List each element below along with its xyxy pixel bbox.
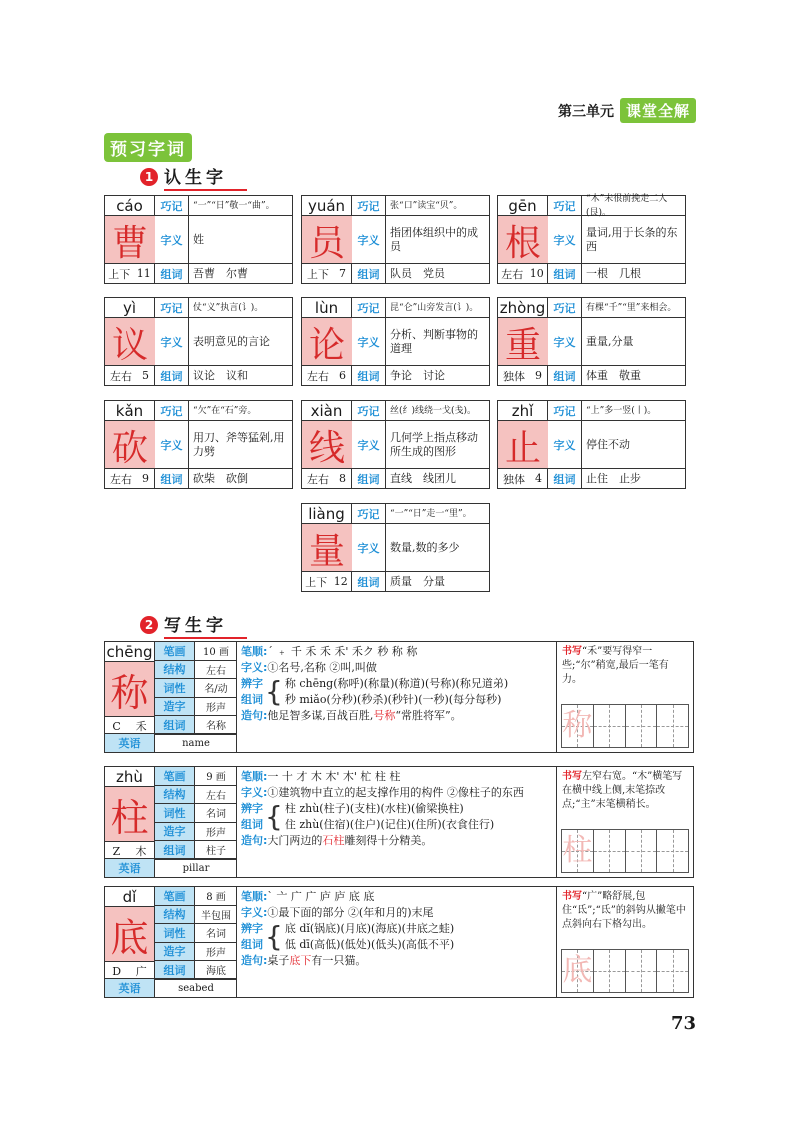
practice-cell[interactable] — [562, 705, 594, 747]
structure-type: 左右 — [307, 472, 329, 486]
meaning-text: 分析、判断事物的道理 — [390, 328, 478, 355]
distinguish-line-2: 低 dī(高低)(低处)(低头)(高低不平) — [284, 938, 455, 951]
char-structure — [498, 468, 548, 488]
unit-header — [558, 98, 696, 123]
char-structure — [498, 365, 548, 385]
attr-value: 柱子 — [206, 846, 226, 858]
write-number: 2 — [140, 616, 158, 634]
distinguish-line-1: 称 chēng(称呼)(称量)(称道)(号称)(称兄道弟) — [284, 677, 509, 690]
char-pinyin: zhǐ — [498, 401, 548, 421]
char-pinyin: gēn — [498, 196, 548, 216]
char-structure — [302, 571, 352, 591]
attr-row-formation — [155, 943, 237, 962]
trace-glyph: 底 — [562, 953, 593, 988]
tip-text: “欠”在“石”旁。 — [189, 401, 292, 421]
write-title: 写生字 — [164, 611, 247, 639]
meaning-text: 表明意见的言论 — [193, 335, 270, 348]
attr-row-formation — [155, 823, 237, 842]
attr-value: 左右 — [206, 665, 226, 677]
words2-label: 组词 — [241, 938, 263, 951]
sentence-label: 造句: — [241, 834, 268, 847]
write-char-card — [104, 886, 694, 998]
char-card — [301, 400, 490, 489]
writing-label: 书写 — [562, 891, 582, 902]
tip-text: 张“口”读宝“贝”。 — [386, 196, 489, 216]
tip-text: “上”多一竖(丨)。 — [582, 401, 685, 421]
distinguish-line-1: 底 dǐ(锅底)(月底)(海底)(井底之蛙) — [284, 922, 455, 935]
brace-icon: { — [265, 800, 283, 833]
attr-value: 名称 — [206, 721, 226, 733]
words2-label: 组词 — [241, 693, 263, 706]
attr-row-structure — [155, 786, 237, 805]
tip-text: “木”未很前挽走二人(艮)。 — [582, 196, 685, 216]
distinguish-label: 辨字 — [241, 802, 263, 815]
practice-cell[interactable] — [657, 830, 688, 872]
meaning-label: 字义: — [241, 786, 268, 799]
attr-value: 左右 — [206, 790, 226, 802]
stroke-count: 5 — [142, 369, 149, 382]
sentence-highlight: 底下 — [289, 954, 312, 967]
char-card — [497, 400, 686, 489]
char-glyph: 底 — [105, 907, 155, 961]
char-pinyin: yì — [105, 298, 155, 318]
structure-type: 左右 — [307, 369, 329, 383]
attr-label: 组词 — [155, 961, 195, 979]
attr-value: 形声 — [206, 947, 226, 959]
meaning-label: 字义 — [548, 216, 582, 264]
char-glyph: 根 — [498, 216, 548, 264]
attr-label: 词性 — [155, 924, 195, 942]
recognize-heading — [140, 163, 247, 191]
words-text: 队员 党员 — [386, 263, 489, 283]
sentence-line — [241, 833, 552, 849]
tip-text: 昆“仑”山旁发言(讠)。 — [386, 298, 489, 318]
char-glyph: 线 — [302, 421, 352, 469]
attr-label: 结构 — [155, 661, 195, 679]
char-pinyin: kǎn — [105, 401, 155, 421]
practice-cell[interactable] — [562, 830, 594, 872]
meaning-text: ①名号,名称 ②叫,叫做 — [267, 661, 377, 674]
meaning-text: ①最下面的部分 ②(年和月的)末尾 — [267, 906, 434, 919]
index-letter: Z — [112, 844, 121, 858]
structure-type: 独体 — [503, 472, 525, 486]
distinguish-label: 辨字 — [241, 677, 263, 690]
unit-badge: 课堂全解 — [620, 98, 696, 123]
words-label: 组词 — [352, 263, 386, 283]
words-text: 争论 讨论 — [386, 365, 489, 385]
tip-label: 巧记 — [155, 196, 189, 216]
attr-value: 9 画 — [206, 772, 226, 784]
order-text: ´ ﹢ 千 禾 禾 禾' 禾ク 秒 称 称 — [267, 645, 418, 658]
char-card — [301, 503, 490, 592]
words-text: 体重 敬重 — [582, 365, 685, 385]
order-line — [241, 769, 552, 785]
attr-row-pos — [155, 924, 237, 943]
practice-cell[interactable] — [594, 950, 626, 992]
distinguish-line-2: 秒 miǎo(分秒)(秒杀)(秒针)(一秒)(每分每秒) — [284, 693, 502, 706]
char-detail-panel — [237, 887, 557, 997]
structure-type: 上下 — [108, 267, 131, 281]
char-pinyin: dǐ — [105, 887, 155, 907]
meaning-label: 字义 — [548, 421, 582, 469]
stroke-count: 11 — [136, 267, 151, 280]
sentence-line — [241, 953, 552, 969]
tip-text: “一”“日”敬一“曲”。 — [189, 196, 292, 216]
tip-label: 巧记 — [352, 196, 386, 216]
distinguish-block — [241, 801, 552, 833]
stroke-count: 9 — [142, 472, 149, 485]
structure-type: 左右 — [501, 267, 524, 281]
meaning-text: 几何学上指点移动所生成的图形 — [390, 431, 478, 458]
attr-row-formation — [155, 698, 237, 717]
meaning-text: 停住不动 — [586, 438, 630, 451]
meaning-text: 用刀、斧等猛剁,用力劈 — [193, 431, 285, 458]
writing-panel — [557, 767, 693, 877]
attr-value: 名词 — [206, 929, 226, 941]
sentence-post: 有一只猫。 — [311, 954, 367, 967]
char-structure — [498, 263, 548, 283]
tip-label: 巧记 — [352, 401, 386, 421]
tip-label: 巧记 — [548, 298, 582, 318]
char-pinyin: liàng — [302, 504, 352, 524]
english-row — [105, 733, 237, 752]
attr-row-structure — [155, 906, 237, 925]
char-pinyin: zhòng — [498, 298, 548, 318]
order-label: 笔顺: — [241, 890, 268, 903]
words-label: 组词 — [352, 468, 386, 488]
char-card — [497, 297, 686, 386]
words-label: 组词 — [548, 468, 582, 488]
words-label: 组词 — [352, 571, 386, 591]
tip-text: 仗“义”执言(讠)。 — [189, 298, 292, 318]
sentence-highlight: 石柱 — [322, 834, 345, 847]
words-label: 组词 — [155, 263, 189, 283]
char-info-panel — [105, 767, 237, 877]
stroke-count: 9 — [535, 369, 542, 382]
brace-icon: { — [265, 920, 283, 953]
tip-text: 丝(纟)线绕一戈(戋)。 — [386, 401, 489, 421]
attr-label: 造字 — [155, 698, 195, 716]
writing-text: 左窄右宽。“木”横笔写在横中线上侧,末笔捺改点;“主”末笔横稍长。 — [562, 771, 683, 810]
words-label: 组词 — [155, 365, 189, 385]
meaning-line — [241, 660, 552, 676]
practice-cell[interactable] — [657, 950, 688, 992]
index-letter: D — [112, 964, 122, 978]
writing-text: “广”略舒展,包住“氐”;“氐”的斜钩从撇笔中点斜向右下格勾出。 — [562, 891, 686, 930]
english-label: 英语 — [105, 979, 155, 997]
char-pinyin: zhù — [105, 767, 155, 787]
writing-label: 书写 — [562, 771, 582, 782]
char-glyph: 议 — [105, 318, 155, 366]
meaning-text: 指团体组织中的成员 — [390, 226, 478, 253]
structure-type: 上下 — [305, 575, 328, 589]
char-card — [104, 297, 293, 386]
stroke-count: 8 — [339, 472, 346, 485]
words-text: 吾曹 尔曹 — [189, 263, 292, 283]
meaning-label: 字义 — [155, 216, 189, 264]
meaning-label: 字义 — [352, 524, 386, 572]
attr-row-structure — [155, 661, 237, 680]
writing-tip — [562, 645, 688, 687]
writing-label: 书写 — [562, 646, 582, 657]
english-label: 英语 — [105, 859, 155, 877]
char-glyph: 量 — [302, 524, 352, 572]
english-value: name — [182, 737, 210, 749]
char-structure — [302, 468, 352, 488]
attr-row-strokes — [155, 887, 237, 906]
practice-cell[interactable] — [657, 705, 688, 747]
attr-label: 造字 — [155, 943, 195, 961]
sentence-pre: 他足智多谋,百战百胜, — [267, 709, 374, 722]
trace-glyph: 柱 — [562, 833, 593, 868]
sentence-pre: 大门两边的 — [267, 834, 323, 847]
attr-row-words — [155, 841, 237, 860]
sentence-pre: 桌子 — [267, 954, 290, 967]
char-card — [301, 195, 490, 284]
order-text: 一 十 才 木 木' 木' 杧 柱 柱 — [267, 770, 401, 783]
meaning-text: 重量,分量 — [586, 335, 634, 348]
section-title: 预习字词 — [104, 133, 192, 162]
words-label: 组词 — [155, 468, 189, 488]
char-detail-panel — [237, 642, 557, 752]
tip-text: 有棵“千”“里”来相会。 — [582, 298, 685, 318]
char-glyph: 曹 — [105, 216, 155, 264]
practice-cell[interactable] — [562, 950, 594, 992]
meaning-label: 字义: — [241, 906, 268, 919]
attr-value: 形声 — [206, 702, 226, 714]
radical: 木 — [135, 845, 147, 858]
char-pinyin: lùn — [302, 298, 352, 318]
char-info-panel — [105, 887, 237, 997]
attr-value: 海底 — [206, 966, 226, 978]
words2-label: 组词 — [241, 818, 263, 831]
attr-row-words — [155, 716, 237, 735]
english-value: seabed — [178, 982, 214, 994]
sentence-highlight: 号称 — [373, 709, 396, 722]
meaning-text: 数量,数的多少 — [390, 541, 460, 554]
attr-label: 组词 — [155, 841, 195, 859]
attr-row-strokes — [155, 642, 237, 661]
index-letter: C — [112, 719, 121, 733]
meaning-label: 字义 — [352, 318, 386, 366]
english-label: 英语 — [105, 734, 155, 752]
practice-cell[interactable] — [626, 830, 658, 872]
attr-label: 词性 — [155, 804, 195, 822]
meaning-label: 字义 — [155, 318, 189, 366]
attr-value: 形声 — [206, 827, 226, 839]
tip-label: 巧记 — [352, 298, 386, 318]
char-info-panel — [105, 642, 237, 752]
structure-type: 左右 — [110, 369, 132, 383]
order-label: 笔顺: — [241, 645, 268, 658]
char-card — [497, 195, 686, 284]
unit-label: 第三单元 — [557, 103, 614, 120]
words-text: 止住 止步 — [582, 468, 685, 488]
words-text: 一根 几根 — [582, 263, 685, 283]
practice-cell[interactable] — [626, 705, 658, 747]
words-text: 议论 议和 — [189, 365, 292, 385]
attr-label: 笔画 — [155, 642, 195, 660]
stroke-count: 4 — [535, 472, 542, 485]
tip-label: 巧记 — [548, 401, 582, 421]
attr-label: 结构 — [155, 786, 195, 804]
words-label: 组词 — [352, 365, 386, 385]
char-glyph: 重 — [498, 318, 548, 366]
char-glyph: 柱 — [105, 787, 155, 841]
recognize-number: 1 — [140, 168, 158, 186]
stroke-count: 6 — [339, 369, 346, 382]
practice-cell[interactable] — [594, 705, 626, 747]
radical: 禾 — [135, 720, 147, 733]
tip-text: “一”“日”走一“里”。 — [386, 504, 489, 524]
practice-grid[interactable] — [561, 704, 689, 748]
distinguish-label: 辨字 — [241, 922, 263, 935]
order-label: 笔顺: — [241, 770, 268, 783]
structure-type: 左右 — [110, 472, 132, 486]
char-pinyin: xiàn — [302, 401, 352, 421]
recognize-title: 认生字 — [164, 163, 247, 191]
order-line — [241, 889, 552, 905]
char-glyph: 止 — [498, 421, 548, 469]
sentence-line — [241, 708, 552, 724]
sentence-post: “常胜将军”。 — [395, 709, 462, 722]
writing-panel — [557, 642, 693, 752]
distinguish-line-2: 住 zhù(住宿)(住户)(记住)(住所)(衣食住行) — [284, 818, 495, 831]
tip-label: 巧记 — [352, 504, 386, 524]
char-glyph: 员 — [302, 216, 352, 264]
meaning-label: 字义 — [548, 318, 582, 366]
words-text: 砍柴 砍倒 — [189, 468, 292, 488]
write-heading — [140, 611, 247, 639]
page-number: 73 — [670, 1013, 696, 1034]
distinguish-line-1: 柱 zhù(柱子)(支柱)(水柱)(偷梁换柱) — [284, 802, 464, 815]
words-label: 组词 — [548, 365, 582, 385]
stroke-count: 10 — [529, 267, 544, 280]
practice-cell[interactable] — [626, 950, 658, 992]
meaning-text: ①建筑物中直立的起支撑作用的构件 ②像柱子的东西 — [267, 786, 524, 799]
stroke-count: 7 — [339, 267, 346, 280]
practice-grid[interactable] — [561, 829, 689, 873]
attr-value: 8 画 — [206, 892, 226, 904]
meaning-line — [241, 905, 552, 921]
meaning-label: 字义 — [155, 421, 189, 469]
order-text: ` 亠 广 广 庐 庐 底 底 — [267, 890, 375, 903]
attr-label: 造字 — [155, 823, 195, 841]
attr-row-strokes — [155, 767, 237, 786]
meaning-label: 字义 — [352, 216, 386, 264]
write-char-card — [104, 641, 694, 753]
practice-grid[interactable] — [561, 949, 689, 993]
char-pinyin: chēng — [105, 642, 155, 662]
char-glyph: 论 — [302, 318, 352, 366]
char-glyph: 称 — [105, 662, 155, 716]
words-text: 质量 分量 — [386, 571, 489, 591]
words-label: 组词 — [548, 263, 582, 283]
english-value: pillar — [182, 862, 210, 874]
char-card — [104, 195, 293, 284]
order-line — [241, 644, 552, 660]
char-glyph: 砍 — [105, 421, 155, 469]
attr-label: 笔画 — [155, 887, 195, 905]
writing-tip — [562, 770, 688, 812]
trace-glyph: 称 — [562, 708, 593, 743]
attr-value: 半包围 — [201, 910, 231, 922]
distinguish-block — [241, 676, 552, 708]
structure-type: 独体 — [503, 369, 525, 383]
char-structure — [302, 263, 352, 283]
meaning-label: 字义 — [352, 421, 386, 469]
attr-row-words — [155, 961, 237, 980]
meaning-text: 姓 — [193, 233, 204, 246]
english-row — [105, 978, 237, 997]
meaning-text: 量词,用于长条的东西 — [586, 226, 678, 253]
words-text: 直线 线团儿 — [386, 468, 489, 488]
attr-row-pos — [155, 804, 237, 823]
char-card — [301, 297, 490, 386]
attr-label: 结构 — [155, 906, 195, 924]
sentence-label: 造句: — [241, 709, 268, 722]
char-structure — [302, 365, 352, 385]
attr-value: 名词 — [206, 809, 226, 821]
writing-panel — [557, 887, 693, 997]
writing-text: “禾”要写得窄一些;“尔”稍宽,最后一笔有力。 — [562, 646, 669, 685]
char-structure — [105, 263, 155, 283]
attr-value: 10 画 — [203, 647, 229, 659]
tip-label: 巧记 — [155, 401, 189, 421]
write-char-card — [104, 766, 694, 878]
stroke-count: 12 — [333, 575, 348, 588]
meaning-label: 字义: — [241, 661, 268, 674]
distinguish-block — [241, 921, 552, 953]
char-pinyin: cáo — [105, 196, 155, 216]
attr-row-pos — [155, 679, 237, 698]
attr-label: 笔画 — [155, 767, 195, 785]
char-structure — [105, 468, 155, 488]
sentence-post: 雕刻得十分精美。 — [344, 834, 433, 847]
writing-tip — [562, 890, 688, 932]
radical: 广 — [135, 965, 147, 978]
sentence-label: 造句: — [241, 954, 268, 967]
english-row — [105, 858, 237, 877]
meaning-line — [241, 785, 552, 801]
char-detail-panel — [237, 767, 557, 877]
attr-label: 词性 — [155, 679, 195, 697]
brace-icon: { — [265, 675, 283, 708]
char-structure — [105, 365, 155, 385]
char-pinyin: yuán — [302, 196, 352, 216]
structure-type: 上下 — [307, 267, 329, 281]
char-card — [104, 400, 293, 489]
tip-label: 巧记 — [548, 196, 582, 216]
tip-label: 巧记 — [155, 298, 189, 318]
attr-label: 组词 — [155, 716, 195, 734]
practice-cell[interactable] — [594, 830, 626, 872]
attr-value: 名/动 — [204, 684, 228, 696]
